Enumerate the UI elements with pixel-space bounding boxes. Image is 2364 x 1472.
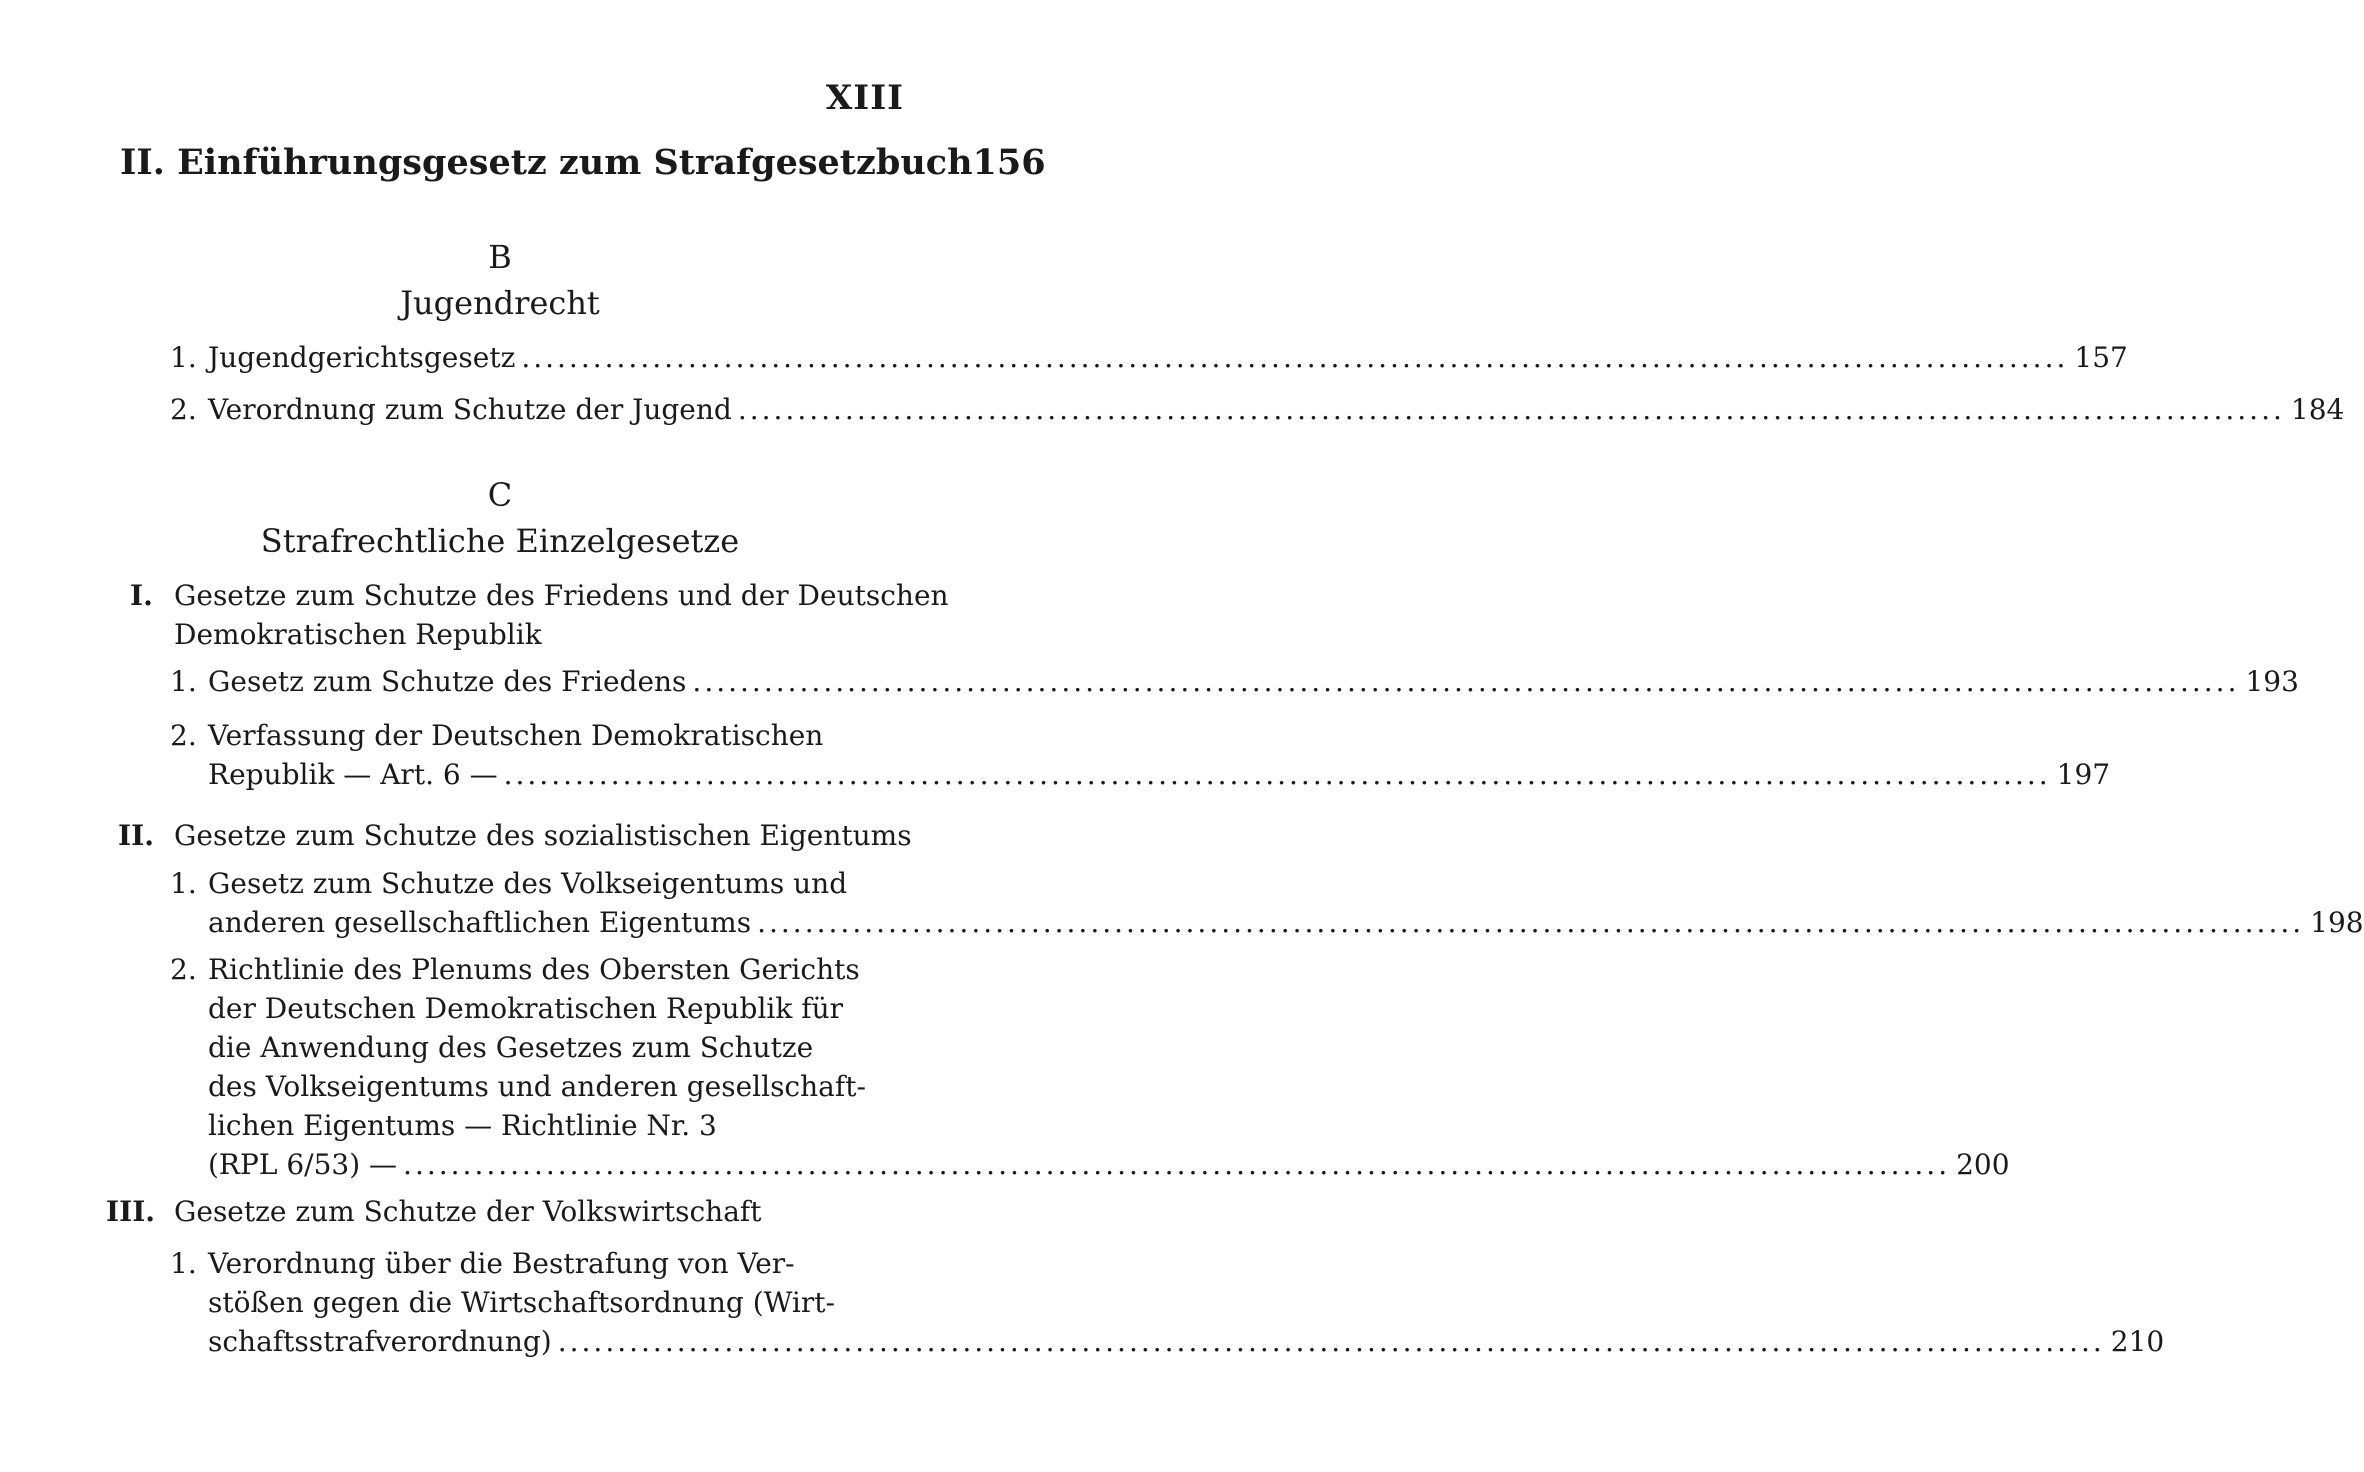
entry-number: 2. [170, 953, 197, 986]
section-heading-einzelgesetze: Strafrechtliche Einzelgesetze [260, 522, 740, 560]
leader-dots [504, 755, 2051, 794]
group-number: II. [118, 819, 154, 852]
entry-number: 1. [170, 1247, 197, 1280]
entry-number: 1. [170, 867, 197, 900]
entry-title-line: stößen gegen die Wirtschaftsordnung (Wirt- [208, 1286, 835, 1319]
entry-page: 200 [1956, 1148, 2010, 1181]
group-title-line: Gesetze zum Schutze der Volkswirtschaft [174, 1195, 762, 1228]
leader-dots [757, 903, 2304, 942]
entry-title: (RPL 6/53) — [208, 1148, 398, 1181]
group-number: I. [130, 579, 153, 612]
entry-title-line: Gesetz zum Schutze des Volkseigentums und [208, 867, 848, 900]
toc-entry [170, 950, 2010, 1184]
entry-page: 198 [2310, 906, 2364, 939]
section-letter-c: C [487, 476, 513, 514]
entry-title: anderen gesellschaftlichen Eigentums [208, 906, 752, 939]
leader-dots [403, 1145, 1950, 1184]
entry-title-line: des Volkseigentums und anderen gesellschaft- [208, 1070, 866, 1103]
entry-page: 193 [2245, 665, 2299, 698]
entry-number: 1. [170, 665, 197, 698]
entry-title-line: die Anwendung des Gesetzes zum Schutze [208, 1031, 814, 1064]
group-title-line: Gesetze zum Schutze des sozialistischen Eigentums [174, 819, 912, 852]
entry-title-line: lichen Eigentums — Richtlinie Nr. 3 [208, 1109, 717, 1142]
entry-title-line: Verfassung der Deutschen Demokratischen [208, 719, 824, 752]
section-heading-jugendrecht: Jugendrecht [400, 284, 600, 322]
entry-title: Gesetz zum Schutze des Friedens [208, 665, 687, 698]
group-title-line: Gesetze zum Schutze des Friedens und der Deutschen [174, 579, 949, 612]
section-letter-b: B [488, 238, 512, 276]
toc-entry [170, 1244, 2165, 1361]
entry-number: 2. [170, 393, 197, 426]
group-title-line: Demokratischen Republik [174, 618, 542, 651]
toc-group-ii [118, 816, 912, 855]
toc-entry [170, 864, 2364, 942]
entry-title-line: der Deutschen Demokratischen Republik für [208, 992, 844, 1025]
entry-title-line: Richtlinie des Plenums des Obersten Gerichts [208, 953, 860, 986]
entry-title: Verordnung zum Schutze der Jugend [208, 393, 732, 426]
entry-number: 2. [170, 719, 197, 752]
leader-dots [692, 662, 2239, 701]
main-title-page: 156 [972, 142, 1046, 183]
entry-page: 184 [2290, 393, 2345, 426]
group-number: III. [106, 1195, 156, 1228]
toc-group-iii [106, 1192, 762, 1231]
toc-entry [170, 662, 2299, 701]
toc-entry [170, 716, 2111, 794]
toc-group-i [130, 576, 949, 654]
main-title-text: II. Einführungsgesetz zum Strafgesetzbuch [120, 142, 973, 183]
entry-page: 157 [2074, 341, 2128, 374]
entry-page: 197 [2056, 758, 2111, 791]
entry-title-line: Verordnung über die Bestrafung von Ver- [208, 1247, 795, 1280]
entry-page: 210 [2110, 1325, 2165, 1358]
leader-dots [558, 1322, 2105, 1361]
toc-entry [170, 338, 2128, 377]
toc-entry [170, 390, 2345, 429]
entry-number: 1. [170, 341, 197, 374]
entry-title: Jugendgerichtsgesetz [208, 341, 516, 374]
leader-dots [521, 338, 2068, 377]
page-number: XIII [825, 78, 904, 118]
leader-dots [738, 390, 2285, 429]
entry-title: schaftsstrafverordnung) [208, 1325, 552, 1358]
main-title [120, 142, 1046, 183]
entry-title: Republik — Art. 6 — [208, 758, 498, 791]
